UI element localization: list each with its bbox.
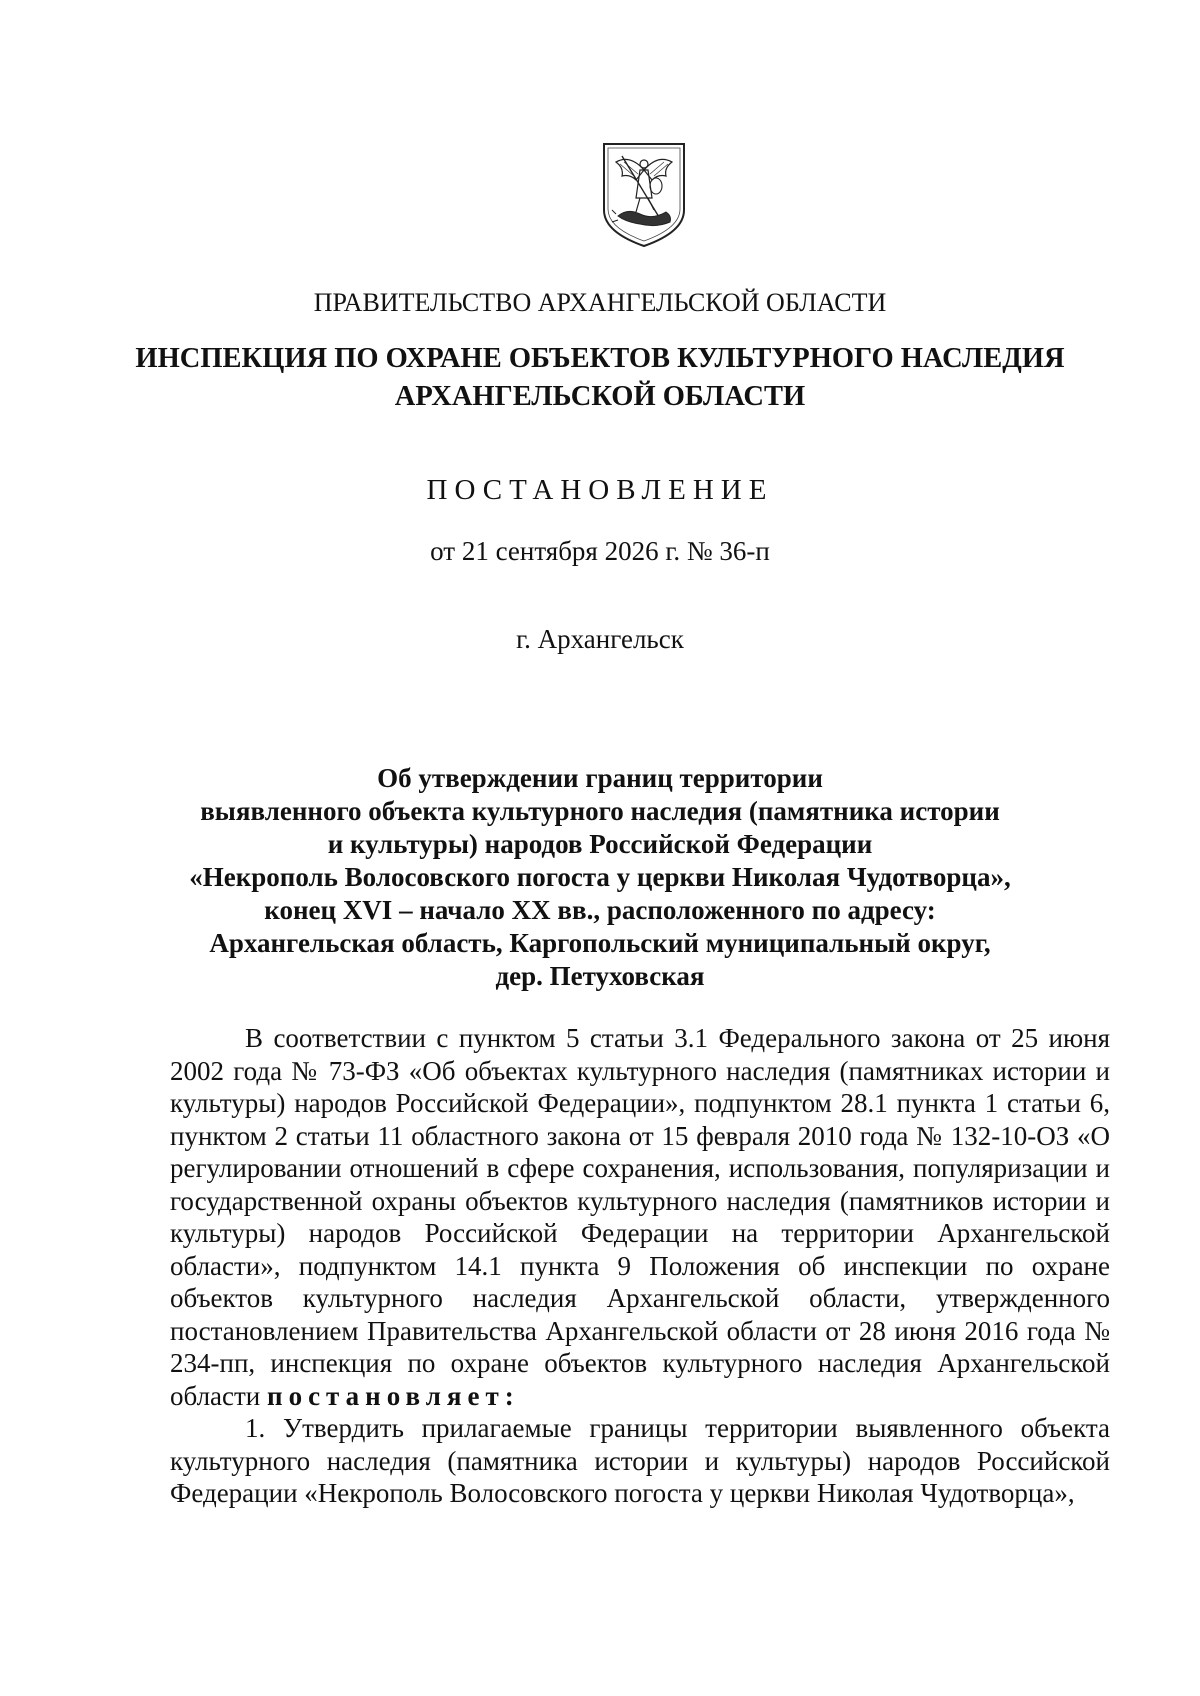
- subject-line: выявленного объекта культурного наследия (памятника истории: [200, 796, 1000, 826]
- document-type: ПОСТАНОВЛЕНИЕ: [426, 474, 774, 506]
- preamble-paragraph: [170, 1022, 1110, 1412]
- government-name: ПРАВИТЕЛЬСТВО АРХАНГЕЛЬСКОЙ ОБЛАСТИ: [313, 288, 887, 317]
- document-body: [170, 1022, 1110, 1510]
- subject-line: Архангельская область, Каргопольский муниципальный округ,: [209, 928, 991, 958]
- document-city: г. Архангельск: [516, 624, 684, 654]
- item-1-paragraph: 1. Утвердить прилагаемые границы территории выявленного объекта культурного наследия (памятника истории и культуры) народов Российской Федерации «Некрополь Волосовского погоста у церкви Николая Чудотворца»,: [170, 1413, 1110, 1508]
- inspection-name-line: ИНСПЕКЦИЯ ПО ОХРАНЕ ОБЪЕКТОВ КУЛЬТУРНОГО НАСЛЕДИЯ: [135, 343, 1065, 374]
- subject-line: «Некрополь Волосовского погоста у церкви Николая Чудотворца»,: [189, 862, 1011, 892]
- inspection-name-line: АРХАНГЕЛЬСКОЙ ОБЛАСТИ: [394, 381, 806, 412]
- subject-line: конец XVI – начало XX вв., расположенного по адресу:: [264, 895, 936, 925]
- subject-line: дер. Петуховская: [495, 961, 705, 991]
- document-subject: [100, 762, 1100, 993]
- preamble-text: В соответствии с пунктом 5 статьи 3.1 Федерального закона от 25 июня 2002 года № 73-ФЗ «Об объектах культурного наследия (памятниках истории и культуры) народов Российской Федерации», подпунктом 28.1 пункта 1 статьи 6, пунктом 2 статьи 11 областного закона от 15 февраля 2010 года № 132-10-ОЗ «О регулировании отношений в сфере сохранения, использования, популяризации и государственной охраны объектов культурного наследия (памятников истории и культуры) народов Российской Федерации на территории Архангельской области», подпунктом 14.1 пункта 9 Положения об инспекции по охране объектов культурного наследия Архангельской области, утвержденного постановлением Правительства Архангельской области от 28 июня 2016 года № 234-пп, инспекция по охране объектов культурного наследия Архангельской области: [170, 1023, 1110, 1411]
- decree-word: постановляет:: [267, 1380, 520, 1411]
- inspection-name: [100, 340, 1100, 416]
- arkhangelsk-coat-of-arms-icon: [600, 140, 688, 250]
- subject-line: и культуры) народов Российской Федерации: [327, 829, 873, 859]
- document-date-number: от 21 сентября 2026 г. № 36-п: [430, 536, 770, 566]
- subject-line: Об утверждении границ территории: [377, 763, 823, 793]
